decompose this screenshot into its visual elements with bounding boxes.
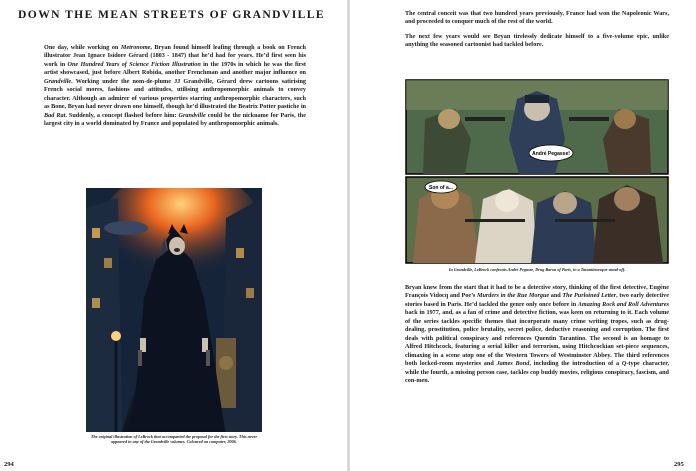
intro-paragraph-2: The next few years would see Bryan tirelessly dedicate himself to a five-volume epic, unlike anything the seasoned cartoonist had tackled before. (405, 32, 669, 49)
italic-title: Metronome (120, 44, 151, 51)
right-body-paragraph: Bryan knew from the start that it had to be a detective story, thinking of the first detective, Eugène François Vidocq and Poe’s Murders in the Rue Morgue and The Purloined Letter, two early detective stories based in Paris. He’d tackled the genre only once before in Amazing Rock and Roll Adventures back in 1977, and, as a fan of crime and detective fiction, was keen on returning to it. Each volume of the series tackles specific themes that incorporate many crime writing tropes, such as drug-dealing, prostitution, police brutality, secret police, deductive reasoning and corruption. The first deals with political conspiracy and references Quentin Tarantino. The second is an homage to Alfred Hitchcock, featuring a serial killer and terrorism, using Hitchcockian set-piece sequences, climaxing in a scene atop one of the Western Towers of Westminster Abbey. The third references both locked-room mysteries and James Bond, including the introduction of a Q-type character, while the fourth, a missing person case, tackles cop buddy movies, religious conspiracy, fascism, and con-men. (405, 284, 669, 384)
italic-title: Murders in the Rue Morgue (476, 292, 550, 300)
italic-title: Grandville (178, 111, 206, 119)
right-image-caption: In Grandville, LeBrock confronts André Pegasse, Drug Baron of Paris, in a Tarantinoesque stand-off. (448, 267, 626, 272)
chapter-title: DOWN THE MEAN STREETS OF GRANDVILLE (18, 8, 326, 21)
intro-paragraph-1: The central conceit was that two hundred years previously, France had won the Napoleonic Wars, and proceeded to conquer much of the rest of the world. (405, 10, 669, 26)
italic-title: Amazing Rock and Roll Adventures (577, 300, 669, 308)
comic-page-illustration (405, 79, 669, 265)
balloon-2-text: Son of a... (429, 185, 453, 191)
right-page-number: 295 (674, 461, 684, 468)
italic-title: James Bond (496, 360, 530, 368)
italic-title: Bad Rat (44, 111, 66, 119)
left-paragraph: One day, while working on Metronome, Bryan found himself leafing through a book on French illustrator Jean Ignace Isidore Gérard (1803 - 1847) that he’d had for years. He’d first seen his work in One Hundred Years of Science Fiction Illustration in the 1970s in which he was the first artist showcased, just before Albert Robida, another Frenchman and another major influence on Grandville. Working under the nom-de-plume JJ Grandville, Gérard drew cartoons satirising French social mores, fashions and attitudes, utilising anthropomorphic animals to convey character. Although an admirer of various properties starring anthropomorphic characters, such as Bone, Bryan had never drawn one himself, though he’d illustrated the Beatrix Potter pastiche in Bad Rat. Suddenly, a concept flashed before him: Grandville could be the nickname for Paris, the largest city in a world dominated by France and populated by anthropomorphic animals. (44, 44, 306, 128)
italic-title: One Hundred Years of Science Fiction Illustration (67, 60, 201, 68)
left-image-caption: The original illustration of LeBrock that accompanied the proposal for the first story. This never appeared in any of the Grandville volumes. Coloured on computer, 2006. (90, 434, 258, 445)
italic-title: The Purloined Letter (562, 292, 617, 300)
right-intro (405, 10, 669, 50)
italic-title: Grandville (44, 77, 72, 85)
book-gutter (347, 0, 350, 471)
lebrock-illustration (86, 188, 262, 432)
left-page-number: 294 (4, 461, 14, 468)
balloon-1-text: André Pegasse! (532, 151, 570, 157)
italic-title: Q (621, 360, 627, 368)
